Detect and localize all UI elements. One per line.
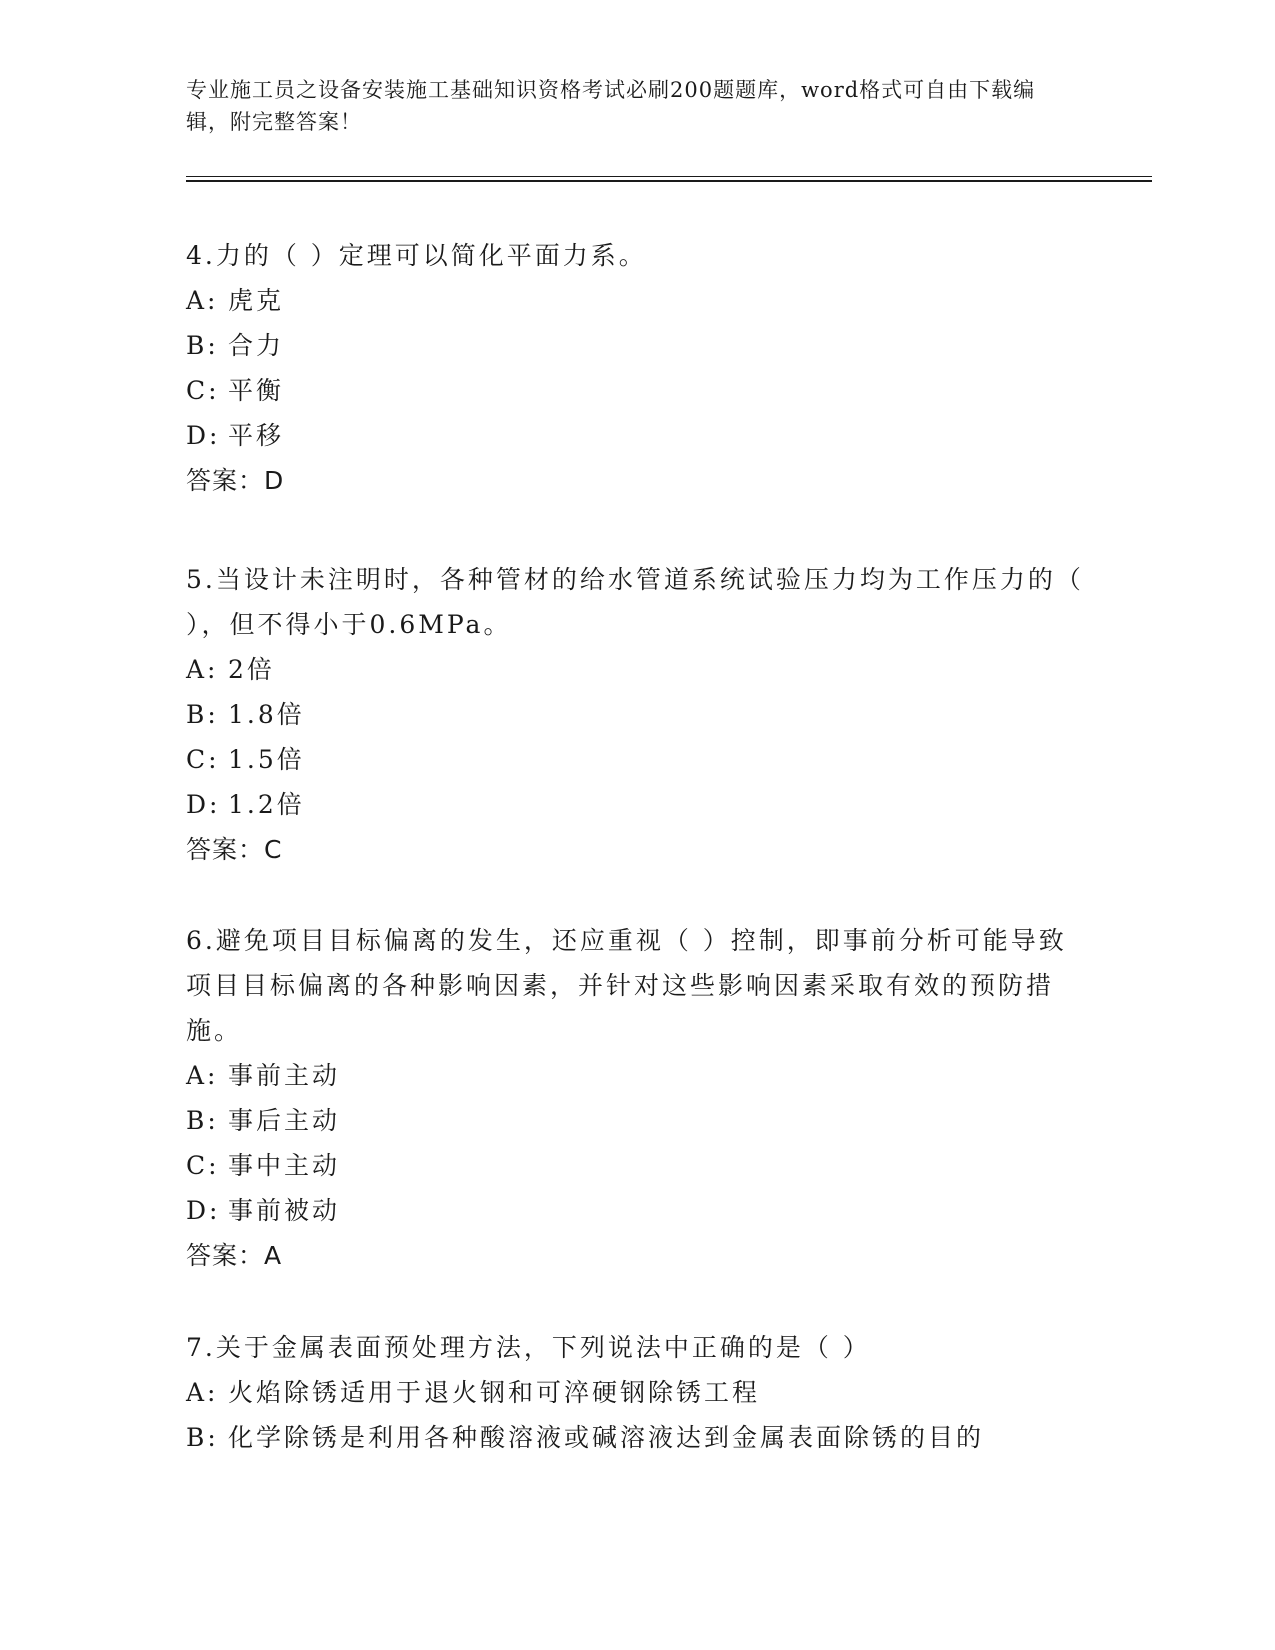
question-7 [186, 1325, 1086, 1460]
option-text: 事前被动 [228, 1196, 341, 1225]
option-label: A: [186, 286, 219, 315]
option-text: 事后主动 [228, 1106, 341, 1135]
option-label: D: [186, 421, 221, 450]
option-text: 事中主动 [228, 1151, 341, 1180]
header-divider-thick [186, 180, 1152, 182]
question-stem: 4.力的（ ）定理可以简化平面力系。 [186, 241, 647, 270]
answer: 答案：D [186, 466, 285, 495]
option-text: 合力 [228, 331, 285, 360]
option-label: D: [186, 1196, 221, 1225]
option-text: 化学除锈是利用各种酸溶液或碱溶液达到金属表面除锈的目的 [228, 1423, 985, 1452]
option-d [186, 413, 1086, 458]
option-text: 1.2倍 [228, 790, 305, 819]
option-label: D: [186, 790, 221, 819]
option-c [186, 1143, 1086, 1188]
question-stem: 5.当设计未注明时，各种管材的给水管道系统试验压力均为工作压力的（ ），但不得小于0.6MPa。 [186, 565, 1084, 639]
option-d [186, 782, 1086, 827]
option-text: 1.5倍 [228, 745, 305, 774]
option-text: 虎克 [228, 286, 285, 315]
option-label: B: [186, 700, 219, 729]
option-b [186, 1415, 1086, 1460]
option-text: 2倍 [228, 655, 275, 684]
option-label: C: [186, 745, 220, 774]
option-text: 火焰除锈适用于退火钢和可淬硬钢除锈工程 [228, 1378, 761, 1407]
option-label: C: [186, 376, 220, 405]
option-b [186, 1098, 1086, 1143]
option-a [186, 1370, 1086, 1415]
option-c [186, 737, 1086, 782]
option-text: 平衡 [228, 376, 285, 405]
option-c [186, 368, 1086, 413]
header-divider-thin [186, 176, 1152, 177]
question-stem: 7.关于金属表面预处理方法，下列说法中正确的是（ ） [186, 1333, 871, 1362]
option-text: 1.8倍 [228, 700, 305, 729]
option-label: A: [186, 655, 219, 684]
question-6 [186, 918, 1086, 1278]
option-a [186, 647, 1086, 692]
question-5 [186, 557, 1086, 872]
question-stem: 6.避免项目目标偏离的发生，还应重视（ ）控制，即事前分析可能导致项目目标偏离的各种影响因素，并针对这些影响因素采取有效的预防措施。 [186, 926, 1067, 1045]
option-text: 平移 [228, 421, 285, 450]
document-header: 专业施工员之设备安装施工基础知识资格考试必刷200题题库，word格式可自由下载编辑，附完整答案！ [186, 78, 1036, 134]
option-b [186, 692, 1086, 737]
option-label: A: [186, 1061, 219, 1090]
option-label: B: [186, 1423, 219, 1452]
option-label: B: [186, 331, 219, 360]
option-d [186, 1188, 1086, 1233]
option-a [186, 1053, 1086, 1098]
option-text: 事前主动 [228, 1061, 341, 1090]
answer: 答案：A [186, 1241, 283, 1270]
option-b [186, 323, 1086, 368]
answer: 答案：C [186, 835, 283, 864]
option-label: A: [186, 1378, 219, 1407]
question-4 [186, 233, 1086, 503]
option-label: B: [186, 1106, 219, 1135]
option-label: C: [186, 1151, 220, 1180]
option-a [186, 278, 1086, 323]
